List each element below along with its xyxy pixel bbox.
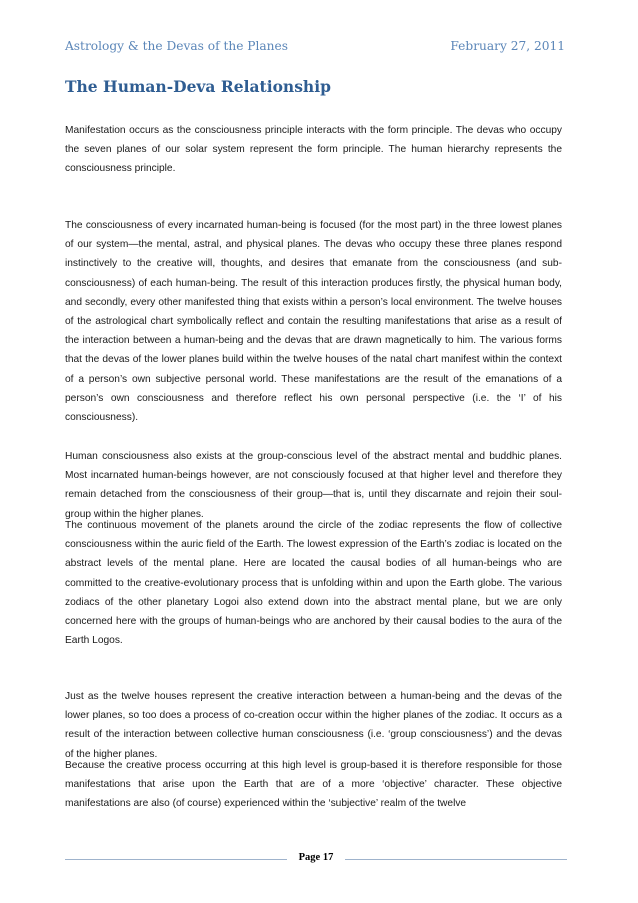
footer-rule-right [345,859,567,860]
paragraph: Because the creative process occurring at this high level is group-based it is therefore responsible for those manifestations that arise upon the Earth that are of a more ‘objective’ character. These objective manifestations are also (of course) experienced within the ‘subjective’ realm of the twelve [65,760,562,810]
section-heading: The Human-Deva Relationship [65,77,331,96]
paragraph: Just as the twelve houses represent the creative interaction between a human-being and the devas of the lower planes, so too does a process of co-creation occur within the higher planes of the zodiac. It occurs as a result of the interaction between collective human consciousness (i.e. ‘group consciousness’) and the devas of the higher planes. [65,691,562,760]
header-document-title: Astrology & the Devas of the Planes [65,39,288,53]
paragraph: The continuous movement of the planets around the circle of the zodiac represents the flow of collective consciousness within the auric field of the Earth. The lowest expression of the Earth’s zodiac is located on the abstract levels of the mental plane. Here are located the causal bodies of all human-beings who are committed to the creative-evolutionary process that is unfolding within and upon the Earth globe. The various zodiacs of the other planetary Logoi also extend down into the abstract mental plane, but we are only concerned here with the groups of human-beings who are anchored by their causal bodies to the aura of the Earth Logos. [65,520,562,647]
page-number: Page 17 [298,852,334,863]
paragraph: Manifestation occurs as the consciousness principle interacts with the form principle. The devas who occupy the seven planes of our solar system represent the form principle. The human hierarchy represents the consciousness principle. [65,125,562,175]
footer-rule-left [65,859,287,860]
running-header [65,38,565,54]
paragraph: The consciousness of every incarnated human-being is focused (for the most part) in the three lowest planes of our system—the mental, astral, and physical planes. The devas who occupy these three planes respond instinctively to the creative will, thoughts, and desires that emanate from the consciousness (and sub-consciousness) of each human-being. The result of this interaction produces firstly, the physical human body, and secondly, every other manifested thing that exists within a person’s local environment. The twelve houses of the astrological chart symbolically reflect and contain the resulting manifestations that arise as a result of the interaction between a human-being and the devas that are drawn magnetically to him. The various forms that the devas of the lower planes build within the twelve houses of the natal chart manifest within the context of a person’s own subjective personal world. These manifestations are the result of the emanations of a person’s own consciousness and therefore reflect his own personal perspective (i.e. the ‘I’ of his consciousness). [65,220,562,424]
paragraph: Human consciousness also exists at the group-conscious level of the abstract mental and buddhic planes. Most incarnated human-beings however, are not consciously focused at that higher level and therefore they remain detached from the consciousness of their group—that is, until they discarnate and rejoin their soul-group within the higher planes. [65,451,562,520]
header-date: February 27, 2011 [450,39,565,53]
